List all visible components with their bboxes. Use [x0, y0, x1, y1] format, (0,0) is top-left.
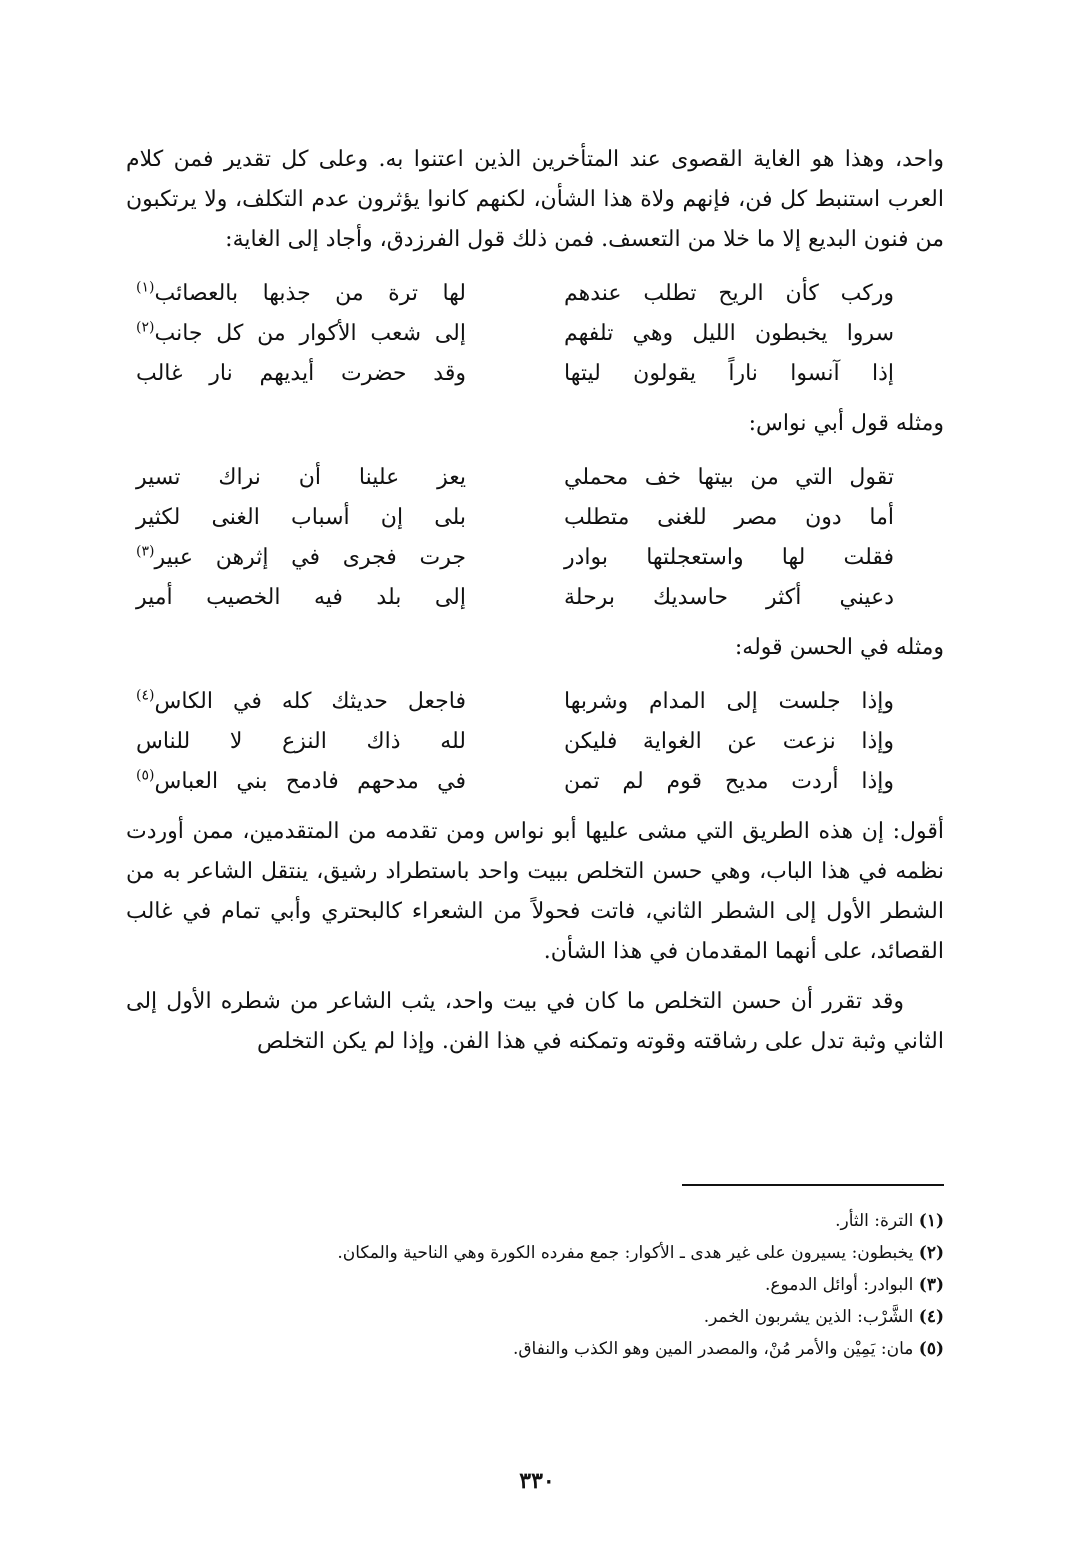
verse-second-hemistich	[126, 578, 466, 618]
footnotes	[126, 1205, 944, 1365]
poem-farazdaq	[126, 274, 944, 394]
verse-second-text: فاجعل حديثك كله في الكاس	[154, 689, 466, 714]
footnote-text: مان: يَمِيْن والأمر مُنْ، والمصدر المين وهو الكذب والنفاق.	[512, 1339, 914, 1359]
verse-second-hemistich	[126, 354, 466, 394]
verse-first-hemistich: وإذا جلست إلى المدام وشربها	[564, 689, 894, 714]
verse-row	[126, 722, 944, 762]
verse-second-hemistich	[126, 762, 466, 802]
heading-abu-nuwas: ومثله قول أبي نواس:	[748, 411, 944, 436]
footnote-marker: (١)	[136, 279, 155, 296]
verse-row	[126, 458, 944, 498]
verse-row	[126, 314, 944, 354]
footnote-marker: (٢)	[136, 319, 155, 336]
verse-second-hemistich	[126, 498, 466, 538]
poem-abu-nuwas	[126, 458, 944, 618]
verse-second-hemistich	[126, 722, 466, 762]
paragraph-last: وقد تقرر أن حسن التخلص ما كان في بيت واحد، يثب الشاعر من شطره الأول إلى الثاني وثبة تدل على رشاقته وقوته وتمكنه في هذا الفن. وإذا لم يكن التخلص	[126, 989, 944, 1054]
verse-row	[126, 682, 944, 722]
intro-paragraph: واحد، وهذا هو الغاية القصوى عند المتأخرين الذين اعتنوا به. وعلى كل تقدير فمن كلام العرب استنبط كل فن، فإنهم ولاة هذا الشأن، لكنهم كانوا يؤثرون عدم التكلف، ولا يرتكبون من فنون البديع إلا ما خلا من التعسف. فمن ذلك قول الفرزدق، وأجاد إلى الغاية:	[126, 147, 944, 252]
verse-second-text: في مدحهم فادمح بني العباس	[154, 769, 466, 794]
verse-second-text: وقد حضرت أيديهم نار غالب	[136, 361, 466, 386]
verse-row	[126, 498, 944, 538]
page-body	[126, 140, 944, 1062]
footnote-number: (١)	[918, 1211, 944, 1231]
footnote-divider	[682, 1184, 944, 1186]
verse-first-hemistich: أما دون مصر للغنى متطلب	[564, 505, 894, 530]
verse-first-hemistich: تقول التي من بيتها خف محملي	[564, 465, 894, 490]
verse-first-hemistich: إذا آنسوا ناراً يقولون ليتها	[564, 361, 894, 386]
footnote-item	[126, 1301, 944, 1333]
verse-second-text: إلى بلد فيه الخصيب أمير	[136, 585, 466, 610]
verse-first-hemistich: سروا يخبطون الليل وهي تلفهم	[564, 321, 894, 346]
footnote-text: يخبطون: يسيرون على غير هدى ـ الأكوار: جمع مفرده الكورة وهي الناحية والمكان.	[337, 1243, 914, 1263]
poem-hasan	[126, 682, 944, 802]
verse-second-hemistich	[126, 274, 466, 314]
verse-second-hemistich	[126, 682, 466, 722]
footnote-number: (٣)	[918, 1275, 944, 1295]
verse-row	[126, 354, 944, 394]
footnote-text: الشَّرْب: الذين يشربون الخمر.	[703, 1307, 914, 1327]
footnote-text: البوادر: أوائل الدموع.	[764, 1275, 914, 1295]
footnote-item	[126, 1237, 944, 1269]
verse-first-hemistich: دعيني أكثر حاسديك برحلة	[564, 585, 894, 610]
heading-hasan: ومثله في الحسن قوله:	[734, 635, 944, 660]
verse-second-hemistich	[126, 458, 466, 498]
verse-second-hemistich	[126, 314, 466, 354]
footnote-number: (٤)	[918, 1307, 944, 1327]
page-number: ٣٣٠	[519, 1468, 555, 1494]
verse-second-text: لها ترة من جذبها بالعصائب	[154, 281, 466, 306]
verse-second-text: يعز علينا أن نراك تسير	[136, 465, 466, 490]
verse-row	[126, 762, 944, 802]
footnote-item	[126, 1333, 944, 1365]
verse-second-text: جرت فجرى في إثرهن عبير	[154, 545, 466, 570]
verse-row	[126, 538, 944, 578]
footnote-marker: (٣)	[136, 543, 155, 560]
verse-first-hemistich: فقلت لها واستعجلتها بوادر	[564, 545, 894, 570]
verse-first-hemistich: وإذا نزعت عن الغواية فليكن	[564, 729, 894, 754]
footnote-item	[126, 1205, 944, 1237]
footnote-marker: (٤)	[136, 687, 155, 704]
footnote-marker: (٥)	[136, 767, 155, 784]
footnote-number: (٢)	[918, 1243, 944, 1263]
verse-second-text: لله ذاك النزع لا للناس	[136, 729, 466, 754]
verse-second-hemistich	[126, 538, 466, 578]
verse-first-hemistich: وإذا أردت مديح قوم لم تمن	[564, 769, 894, 794]
verse-row	[126, 578, 944, 618]
paragraph-aqul: أقول: إن هذه الطريق التي مشى عليها أبو نواس ومن تقدمه من المتقدمين، ممن أوردت نظمه في هذا الباب، وهي حسن التخلص ببيت واحد باستطراد رشيق، ينتقل الشاعر به من الشطر الأول إلى الشطر الثاني، فاتت فحولاً من الشعراء كالبحتري وأبي تمام في غالب القصائد، على أنهما المقدمان في هذا الشأن.	[126, 819, 944, 964]
verse-first-hemistich: وركب كأن الريح تطلب عندهم	[564, 281, 894, 306]
verse-row	[126, 274, 944, 314]
footnote-number: (٥)	[918, 1339, 944, 1359]
verse-second-text: بلى إن أسباب الغنى لكثير	[136, 505, 466, 530]
footnote-text: الترة: الثأر.	[835, 1211, 914, 1231]
verse-second-text: إلى شعب الأكوار من كل جانب	[154, 321, 466, 346]
footnote-item	[126, 1269, 944, 1301]
